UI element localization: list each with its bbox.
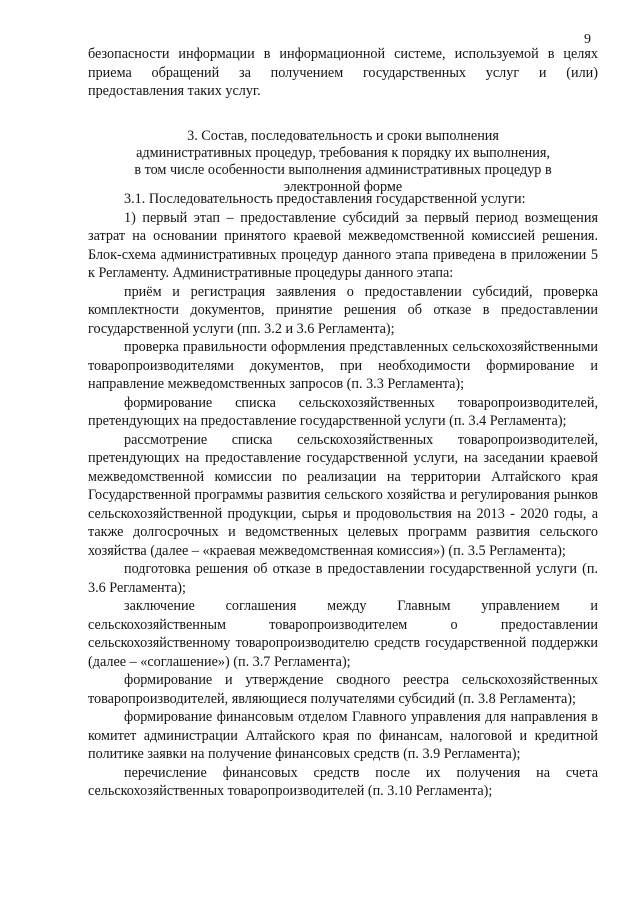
- paragraph-procedure: формирование и утверждение сводного реестра сельскохозяйственных товаропроизводителей, являющиеся получателями субсидий (п. 3.8 Регламента);: [88, 672, 598, 707]
- paragraph-procedure: формирование списка сельскохозяйственных товаропроизводителей, претендующих на предоставление государственной услуги (п. 3.4 Регламента);: [88, 394, 598, 429]
- section-heading-line: 3. Состав, последовательность и сроки выполнения: [187, 128, 499, 144]
- intro-paragraph: [88, 45, 598, 101]
- intro-line: безопасности информации в информационной системе, используемой в целях: [88, 46, 598, 62]
- paragraph-procedure: заключение соглашения между Главным управлением и сельскохозяйственным товаропроизводителем о предоставлении сельскохозяйственному товаропроизводителю средств государственной поддержки (далее – «соглашение») (п. 3.7 Регламента);: [88, 598, 598, 670]
- page-number: 9: [584, 32, 591, 47]
- paragraph-procedure: приём и регистрация заявления о предоставлении субсидий, проверка комплектности документов, принятие решения об отказе в предоставлении государственной услуги (пп. 3.2 и 3.6 Регламента);: [88, 283, 598, 337]
- section-heading-line: административных процедур, требования к порядку их выполнения,: [136, 145, 550, 161]
- intro-line: приема обращений за получением государственных услуг и (или): [88, 64, 598, 81]
- paragraph-stage-1: 1) первый этап – предоставление субсидий за первый период возмещения затрат на основании принятого краевой межведомственной комиссией решения. Блок-схема административных процедур данного этапа приведена в приложении 5 к Регламенту. Административные процедуры данного этапа:: [88, 209, 598, 281]
- paragraph-procedure: подготовка решения об отказе в предоставлении государственной услуги (п. 3.6 Регламента);: [88, 561, 598, 596]
- section-heading-line: в том числе особенности выполнения административных процедур в: [134, 162, 552, 178]
- intro-line: предоставления таких услуг.: [88, 83, 261, 99]
- paragraph-procedure: формирование финансовым отделом Главного управления для направления в комитет администрации Алтайского края по финансам, налоговой и кредитной политике заявки на получение финансовых средств (п. 3.9 Регламента);: [88, 709, 598, 762]
- section-heading-line: электронной форме: [283, 179, 403, 195]
- paragraph-3-1: 3.1. Последовательность предоставления государственной услуги:: [124, 191, 526, 207]
- paragraph-procedure: проверка правильности оформления представленных сельскохозяйственными товаропроизводителями документов, при необходимости формирование и направление межведомственных запросов (п. 3.3 Регламента);: [88, 339, 598, 392]
- section-heading: [88, 128, 598, 196]
- section-body: [88, 190, 598, 801]
- paragraph-procedure: рассмотрение списка сельскохозяйственных товаропроизводителей, претендующих на предоставление государственной услуги, на заседании краевой межведомственной комиссии по реализации на территории Алтайского края Государственной программы развития сельского хозяйства и регулирования рынков сельскохозяйственной продукции, сырья и продовольствия на 2013 - 2020 годы, а также долгосрочных и ведомственных целевых программ развития сельского хозяйства (далее – «краевая межведомственная комиссия») (п. 3.5 Регламента);: [88, 431, 598, 559]
- paragraph-procedure: перечисление финансовых средств после их получения на счета сельскохозяйственных товаропроизводителей (п. 3.10 Регламента);: [88, 764, 598, 799]
